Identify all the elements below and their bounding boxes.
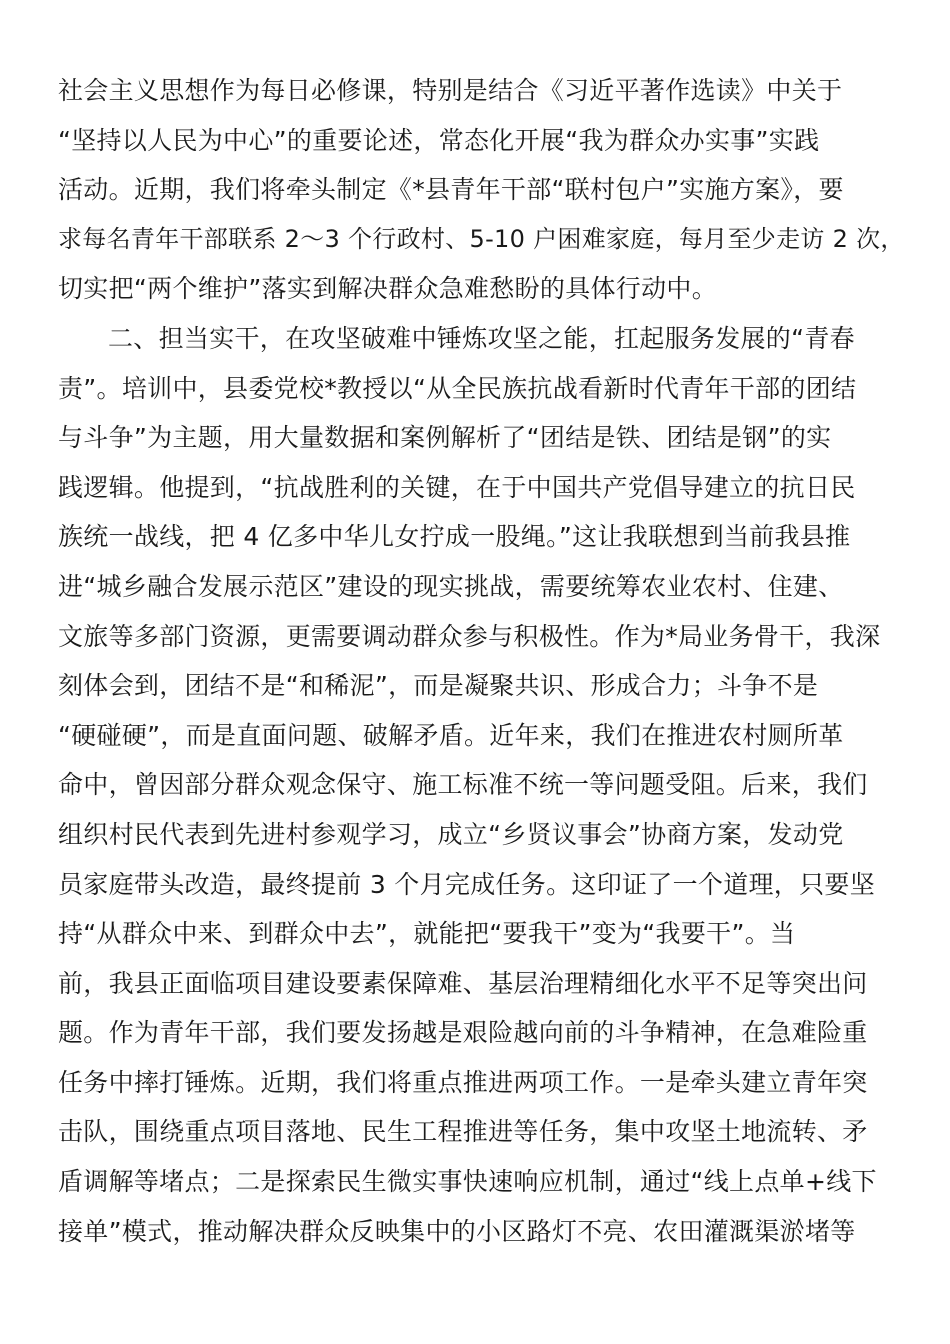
text-line: 命中，曾因部分群众观念保守、施工标准不统一等问题受阻。后来，我们 — [58, 770, 868, 800]
text-line: 任务中摔打锤炼。近期，我们将重点推进两项工作。一是牵头建立青年突 — [58, 1067, 868, 1097]
text-line: “硬碰硬”，而是直面问题、破解矛盾。近年来，我们在推进农村厕所革 — [58, 720, 844, 750]
text-line: 盾调解等堵点；二是探索民生微实事快速响应机制，通过“线上点单+线下 — [58, 1167, 877, 1197]
text-line: 击队，围绕重点项目落地、民生工程推进等任务，集中攻坚土地流转、矛 — [58, 1117, 868, 1147]
text-line: 员家庭带头改造，最终提前 3 个月完成任务。这印证了一个道理，只要坚 — [58, 869, 876, 899]
section-heading-line: 二、担当实干，在攻坚破难中锤炼攻坚之能，扛起服务发展的“青春 — [108, 323, 855, 353]
text-line: 前，我县正面临项目建设要素保障难、基层治理精细化水平不足等突出问 — [58, 968, 868, 998]
text-line: 持“从群众中来、到群众中去”，就能把“要我干”变为“我要干”。当 — [58, 919, 796, 949]
text-line: “坚持以人民为中心”的重要论述，常态化开展“我为群众办实事”实践 — [58, 125, 820, 155]
text-line: 刻体会到，团结不是“和稀泥”，而是凝聚共识、形成合力；斗争不是 — [58, 671, 819, 701]
body-text — [58, 66, 908, 1256]
text-line: 题。作为青年干部，我们要发扬越是艰险越向前的斗争精神，在急难险重 — [58, 1018, 868, 1048]
text-line: 责”。培训中，县委党校*教授以“从全民族抗战看新时代青年干部的团结 — [58, 373, 857, 403]
text-line: 活动。近期，我们将牵头制定《*县青年干部“联村包户”实施方案》，要 — [58, 175, 844, 205]
text-line: 切实把“两个维护”落实到解决群众急难愁盼的具体行动中。 — [58, 274, 718, 304]
text-line: 社会主义思想作为每日必修课，特别是结合《习近平著作选读》中关于 — [58, 76, 843, 105]
text-line: 践逻辑。他提到，“抗战胜利的关键，在于中国共产党倡导建立的抗日民 — [58, 472, 856, 502]
text-line: 与斗争”为主题，用大量数据和案例解析了“团结是铁、团结是钢”的实 — [58, 423, 832, 453]
text-line: 接单”模式，推动解决群众反映集中的小区路灯不亮、农田灌溉渠淤堵等 — [58, 1216, 856, 1246]
text-line: 族统一战线，把 4 亿多中华儿女拧成一股绳。”这让我联想到当前我县推 — [58, 522, 851, 552]
text-line: 求每名青年干部联系 2～3 个行政村、5-10 户困难家庭，每月至少走访 2 次， — [58, 224, 905, 253]
text-line: 进“城乡融合发展示范区”建设的现实挑战，需要统筹农业农村、住建、 — [58, 571, 844, 601]
text-line: 组织村民代表到先进村参观学习，成立“乡贤议事会”协商方案，发动党 — [58, 819, 844, 849]
text-line: 文旅等多部门资源，更需要调动群众参与积极性。作为*局业务骨干，我深 — [58, 621, 881, 651]
